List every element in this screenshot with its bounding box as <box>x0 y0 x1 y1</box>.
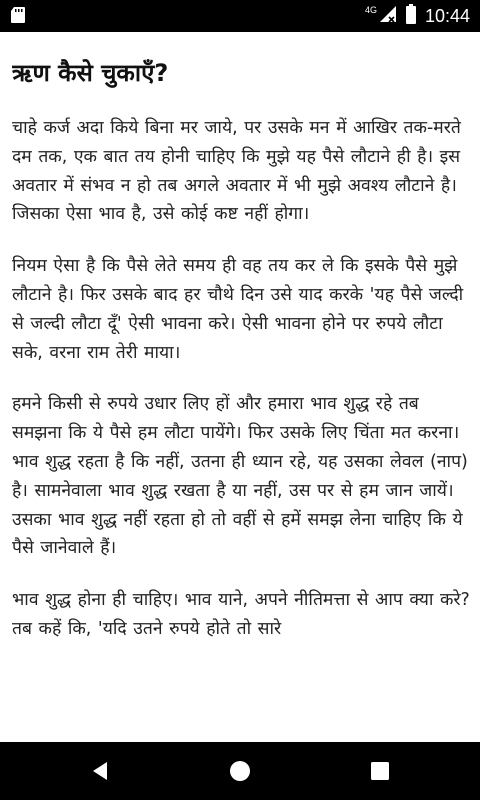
back-button[interactable] <box>70 742 130 800</box>
signal-icon <box>379 5 397 27</box>
battery-icon <box>405 4 417 28</box>
recent-apps-icon <box>370 761 390 781</box>
clock-time: 10:44 <box>424 5 470 26</box>
recent-apps-button[interactable] <box>350 742 410 800</box>
home-icon <box>228 759 252 783</box>
back-icon <box>89 760 111 782</box>
navigation-bar <box>0 742 480 800</box>
article-paragraph: नियम ऐसा है कि पैसे लेते समय ही वह तय कर ले कि इसके पैसे मुझे लौटाने है। फिर उसके बाद हर चौथे दिन उसे याद करके 'यह पैसे जल्दी से जल्दी लौटा दूँ' ऐसी भावना करे। ऐसी भावना होने पर रुपये लौटा सके, वरना राम तेरी माया। <box>12 256 464 363</box>
article-content[interactable] <box>12 52 472 742</box>
article-paragraph: भाव शुद्ध होना ही चाहिए। भाव याने, अपने नीतिमत्ता से आप क्या करे? तब कहें कि, 'यदि उतने रुपये होते तो सारे <box>12 590 470 639</box>
home-button[interactable] <box>210 742 270 800</box>
page-title: ऋण कैसे चुकाएँ? <box>12 59 169 87</box>
status-bar <box>0 0 480 32</box>
article-paragraph: चाहे कर्ज अदा किये बिना मर जाये, पर उसके मन में आखिर तक-मरते दम तक, एक बात तय होनी चाहिए कि मुझे यह पैसे लौटाने ही है। इस अवतार में संभव न हो तब अगले अवतार में भी मुझे अवश्य लौटाने है। जिसका ऐसा भाव है, उसे कोई कष्ट नहीं होगा। <box>12 118 461 225</box>
sd-card-icon <box>10 6 26 28</box>
network-type: 4G <box>364 5 377 15</box>
article-paragraph: हमने किसी से रुपये उधार लिए हों और हमारा भाव शुद्ध रहे तब समझना कि ये पैसे हम लौटा पायेंगे। फिर उसके लिए चिंता मत करना। भाव शुद्ध रहता है कि नहीं, उतना ही ध्यान रहे, यह उसका लेवल (नाप) है। सामनेवाला भाव शुद्ध रखता है या नहीं, उस पर से हम जान जायें। उसका भाव शुद्ध नहीं रहता हो तो वहीं से हमें समझ लेना चाहिए कि ये पैसे जानेवाले हैं। <box>12 394 468 559</box>
